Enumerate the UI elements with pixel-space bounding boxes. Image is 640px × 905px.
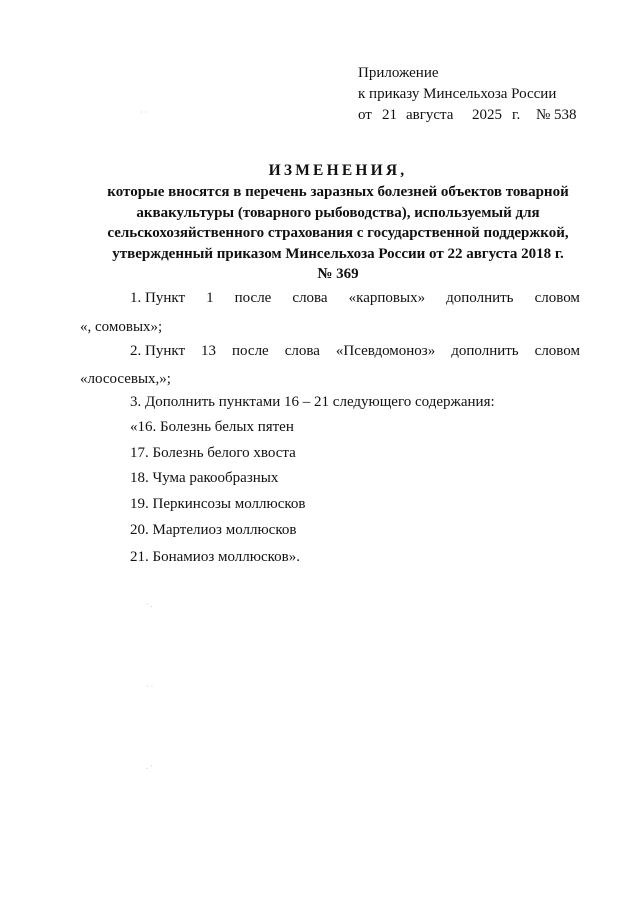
paragraph-2-continuation: [80, 369, 580, 389]
p2-word: словом: [534, 343, 580, 359]
list-item: 18. Чума ракообразных: [130, 470, 279, 486]
scan-speck: · .: [146, 600, 153, 609]
heading-line-4: утвержденный приказом Минсельхоза России от 22 августа 2018 г.: [112, 245, 564, 262]
p1-word: «карповых»: [348, 290, 426, 306]
paragraph-2-line: [80, 341, 580, 361]
list-item: 20. Мартелиоз моллюсков: [130, 522, 297, 538]
paragraph-1-continuation: [80, 317, 580, 337]
p2-word: после: [232, 343, 269, 359]
order-month: августа: [406, 107, 454, 123]
order-from: от: [358, 107, 372, 123]
p1-word: 1. Пункт: [130, 290, 186, 306]
p2-word: 2. Пункт: [130, 343, 186, 359]
appendix-label: Приложение: [358, 65, 439, 81]
document-heading: [90, 160, 586, 285]
list-item: 21. Бонамиоз моллюсков».: [130, 549, 300, 565]
appendix-order-line: [358, 105, 576, 126]
p1-word: после: [234, 290, 272, 306]
scan-speck: · ·: [146, 682, 154, 691]
p2-continuation: «лососевых,»;: [80, 371, 171, 387]
heading-line-2: аквакультуры (товарного рыбоводства), используемый для: [136, 204, 540, 221]
list-item: 19. Перкинсозы моллюсков: [130, 496, 306, 512]
p1-word: 1: [206, 290, 214, 306]
order-year: 2025: [472, 107, 502, 123]
p2-word: слова: [284, 343, 320, 359]
order-number: № 538: [536, 107, 577, 123]
p1-continuation: «, сомовых»;: [80, 319, 163, 335]
appendix-order-ref: к приказу Минсельхоза России: [358, 86, 557, 102]
p1-word: слова: [292, 290, 328, 306]
paragraph-1-line: [80, 288, 580, 308]
p2-word: 13: [201, 343, 217, 359]
p2-word: «Псевдомоноз»: [335, 343, 436, 359]
scan-speck: . ·: [146, 762, 153, 771]
scan-speck: · ·: [140, 108, 148, 117]
list-item: 17. Болезнь белого хвоста: [130, 445, 296, 461]
p1-word: словом: [534, 290, 580, 306]
appendix-block: [358, 63, 576, 126]
paragraph-1: [80, 288, 580, 308]
heading-line-5: № 369: [317, 266, 359, 282]
heading-line-1: которые вносятся в перечень заразных болезней объектов товарной: [107, 184, 569, 200]
p2-word: дополнить: [451, 343, 519, 359]
p1-word: дополнить: [446, 290, 514, 306]
heading-line-3: сельскохозяйственного страхования с государственной поддержкой,: [107, 225, 569, 241]
order-year-suffix: г.: [512, 107, 521, 123]
heading-title: ИЗМЕНЕНИЯ,: [268, 162, 408, 179]
list-item: «16. Болезнь белых пятен: [130, 419, 294, 435]
paragraph-2: [80, 341, 580, 361]
paragraph-3: 3. Дополнить пунктами 16 – 21 следующего содержания:: [130, 394, 495, 410]
order-day: 21: [382, 107, 397, 123]
